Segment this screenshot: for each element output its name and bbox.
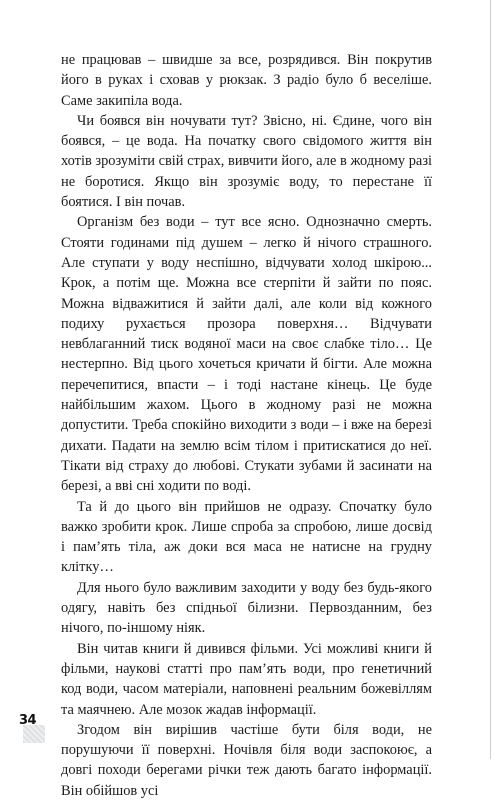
paragraph: не працював – швидше за все, розрядився. Він покрутив його в руках і сховав у рюкзак. З радіо було б веселіше. Саме закипіла вода.: [61, 52, 432, 109]
paragraph: Згодом він вирішив частіше бути біля води, не порушуючи її поверхні. Ночівля біля води заспокоює, а довгі походи берегами річки теж дають багато інформації. Він обійшов усі: [61, 721, 432, 799]
paragraph: Та й до цього він прийшов не одразу. Спочатку було важко зробити крок. Лише спроба за спробою, лише досвід і пам’ять тіла, аж доки вся маса не натисне на грудну клітку…: [61, 498, 432, 576]
page-number: 34: [19, 713, 37, 728]
paragraph: Він читав книги й дивився фільми. Усі можливі книги й фільми, наукові статті про пам’ять води, про генетичний код води, часом матеріали, наповнені реальним божевіллям та маячнею. Але мозок жадав інформації.: [61, 640, 432, 718]
body-text: [61, 50, 432, 801]
paragraph: Чи боявся він ночувати тут? Звісно, ні. Єдине, чого він боявся, – це вода. На початку свого свідомого життя він хотів зрозуміти свій страх, вивчити його, але в жодному разі не боротися. Якщо він зрозуміє воду, то перестане її боятися. І він почав.: [61, 112, 432, 211]
paragraph: Для нього було важливим заходити у воду без будь-якого одягу, навіть без спідньої білизни. Первозданним, без нічого, по-іншому ніяк.: [61, 579, 432, 637]
paragraph: Організм без води – тут все ясно. Однозначно смерть. Стояти годинами під душем – легко й нічого страшного. Але ступати у воду неспішно, відчувати холод шкірою... Крок, а потім ще. Можна все стерпіти й зайти по пояс. Можна відважитися й зайти далі, але коли від кожного подиху рухається прозора поверхня… Відчувати невблаганний тиск водяної маси на своє слабке тіло… Це нестерпно. Від цього хочеться кричати й бігти. Але можна перечепитися, впасти – і тоді настане кінець. Це буде найбільшим жахом. Цього в жодному разі не можна допустити. Треба спокійно виходити з води – і вже на березі дихати. Падати на землю всім тілом і притискатися до неї. Тікати від страху до любові. Стукати зубами й засинати на березі, а вві сні ходити по воді.: [61, 214, 432, 495]
